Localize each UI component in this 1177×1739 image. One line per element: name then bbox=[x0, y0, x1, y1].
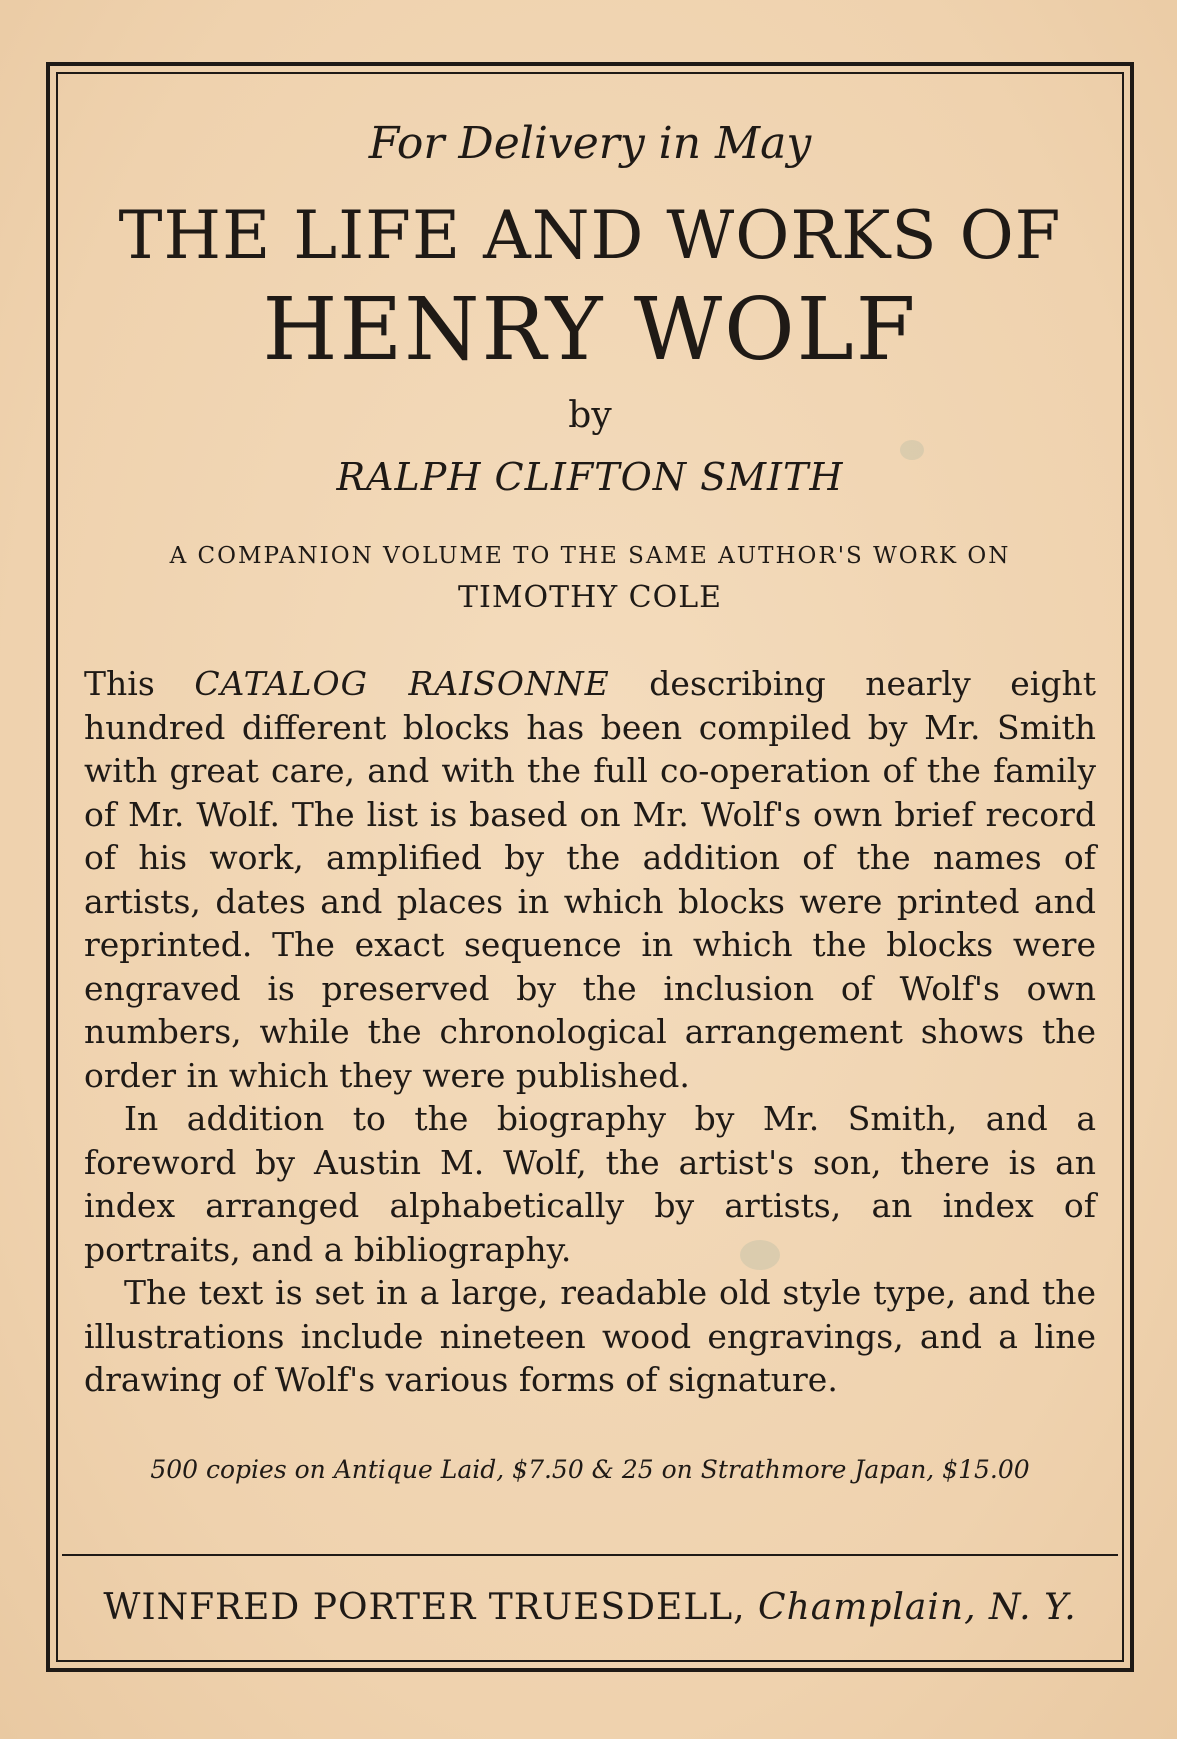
paragraph-lead: This bbox=[84, 664, 195, 703]
title-line-1: THE LIFE AND WORKS OF bbox=[118, 197, 1062, 274]
description-body bbox=[84, 662, 1096, 1402]
edition-price: 500 copies on Antique Laid, $7.50 & 25 on Strathmore Japan, $15.00 bbox=[150, 1454, 1030, 1484]
publisher-place: Champlain, N. Y. bbox=[758, 1587, 1077, 1628]
publisher-line bbox=[84, 1578, 1096, 1638]
companion-subject: TIMOTHY COLE bbox=[457, 580, 723, 615]
publisher-name: WINFRED PORTER TRUESDELL, bbox=[103, 1587, 746, 1628]
companion-note: A COMPANION VOLUME TO THE SAME AUTHOR'S WORK ON bbox=[169, 543, 1011, 569]
byline-by: by bbox=[568, 395, 612, 436]
title-line-2: HENRY WOLF bbox=[262, 280, 918, 380]
catalog-raisonne-emphasis: CATALOG RAISONNE bbox=[194, 664, 610, 703]
paragraph-typography: The text is set in a large, readable old style type, and the illustrations include nineteen wood engravings, and a line drawing of Wolf's various forms of signature. bbox=[84, 1273, 1096, 1399]
author-name: RALPH CLIFTON SMITH bbox=[336, 455, 844, 499]
paragraph-contents: In addition to the biography by Mr. Smith, and a foreword by Austin M. Wolf, the artist's son, there is an index arranged alphabetically by artists, an index of portraits, and a bibliography. bbox=[84, 1099, 1096, 1269]
advertisement-content bbox=[84, 72, 1096, 1490]
paragraph-rest: describing nearly eight hundred different blocks has been compiled by Mr. Smith with great care, and with the full co-operation of the family of Mr. Wolf. The list is based on Mr. Wolf's own brief record of his work, amplified by the addition of the names of artists, dates and places in which blocks were printed and reprinted. The exact sequence in which the blocks were engraved is preserved by the inclusion of Wolf's own numbers, while the chronological arrangement shows the order in which they were published. bbox=[84, 664, 1096, 1095]
paragraph-catalog bbox=[84, 662, 1096, 1097]
delivery-note: For Delivery in May bbox=[368, 118, 812, 169]
divider-rule bbox=[62, 1554, 1118, 1556]
